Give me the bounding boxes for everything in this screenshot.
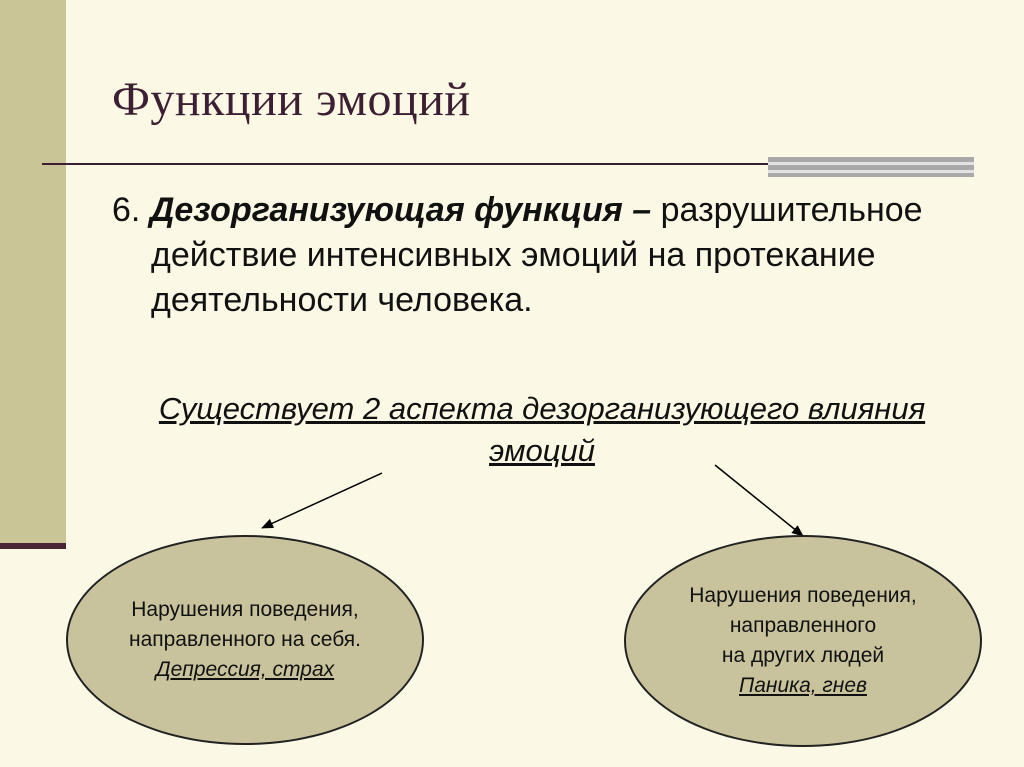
aspect-others-line3: на других людей xyxy=(721,644,885,667)
aspects-heading: Существует 2 аспекта дезорганизующего влияния эмоций xyxy=(158,391,926,468)
aspect-others-line2: направленного xyxy=(729,614,877,637)
aspect-ellipse-self xyxy=(66,535,424,745)
aspect-ellipse-others xyxy=(624,535,982,747)
aspect-others-examples: Паника, гнев xyxy=(739,674,867,697)
aspect-self-line1: Нарушения поведения, xyxy=(131,598,359,621)
definition-text: разрушительное действие интенсивных эмоций на протекание деятельности человека. xyxy=(151,191,923,319)
aspect-self-examples: Депрессия, страх xyxy=(155,658,335,681)
aspect-self-line2: направленного на себя. xyxy=(128,628,362,651)
arrow-left xyxy=(262,473,382,528)
term-dash: – xyxy=(622,191,652,229)
arrow-right xyxy=(715,465,803,536)
aspect-others-line1: Нарушения поведения, xyxy=(689,584,917,607)
function-term: Дезорганизующая функция xyxy=(149,191,623,229)
item-number: 6. xyxy=(112,191,141,229)
slide-title: Функции эмоций xyxy=(112,73,471,126)
